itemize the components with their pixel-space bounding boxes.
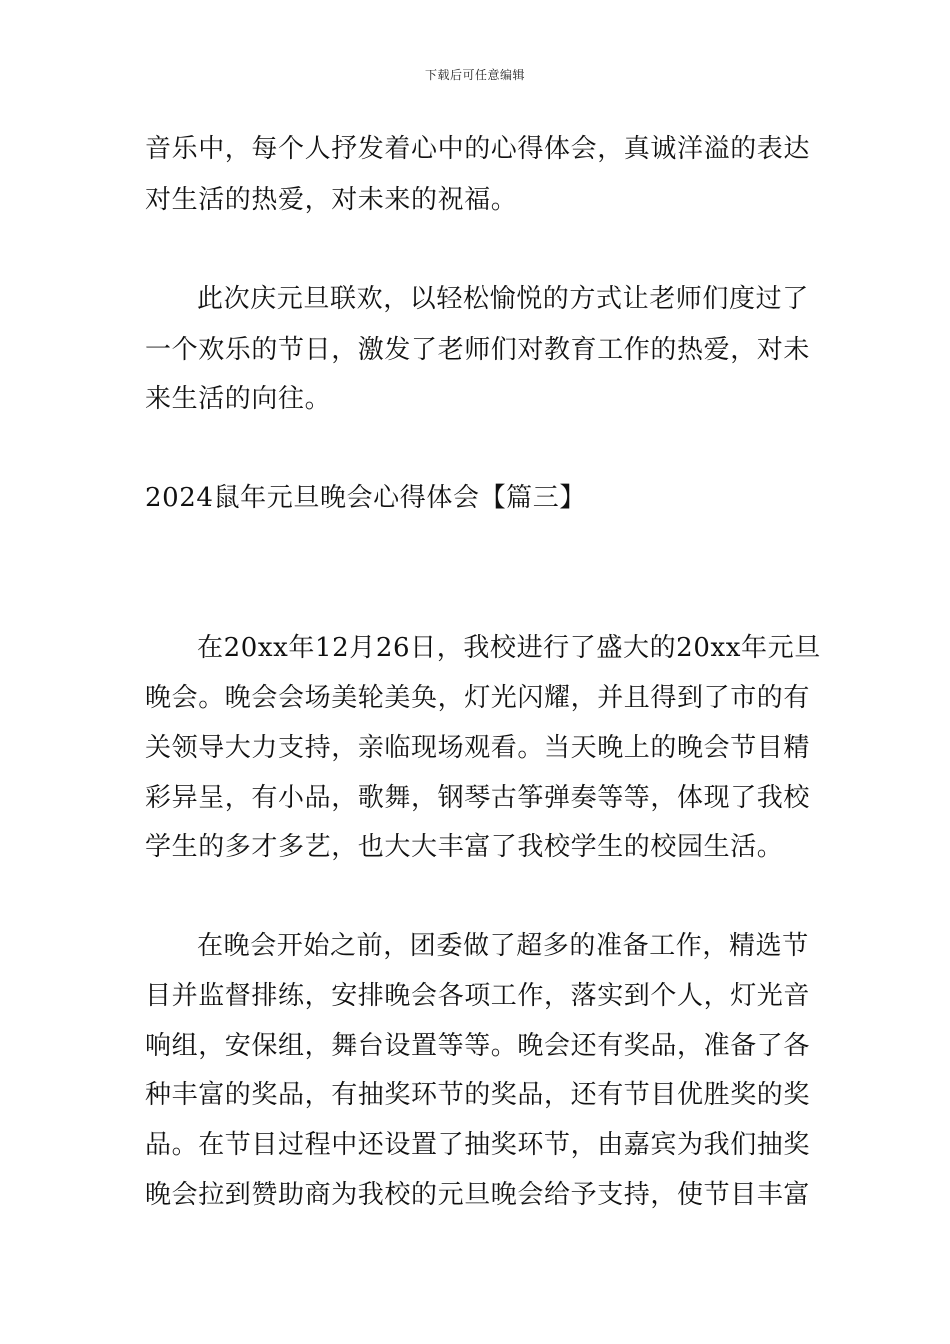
paragraph-line: 品。在节目过程中还设置了抽奖环节，由嘉宾为我们抽奖	[145, 1130, 811, 1160]
paragraph-line: 来生活的向往。	[145, 384, 332, 414]
paragraph-line: 响组，安保组，舞台设置等等。晚会还有奖品，准备了各	[145, 1031, 811, 1061]
page-header: 下载后可任意编辑	[424, 68, 525, 82]
paragraph-line: 此次庆元旦联欢，以轻松愉悦的方式让老师们度过了	[197, 284, 809, 314]
paragraph-line: 在晚会开始之前，团委做了超多的准备工作，精选节	[197, 931, 809, 961]
paragraph-line: 在20xx年12月26日，我校进行了盛大的20xx年元旦	[197, 633, 821, 663]
paragraph-line: 学生的多才多艺，也大大丰富了我校学生的校园生活。	[145, 832, 784, 862]
paragraph-line: 音乐中，每个人抒发着心中的心得体会，真诚洋溢的表达	[145, 134, 811, 164]
paragraph-line: 晚会拉到赞助商为我校的元旦晚会给予支持，使节目丰富	[145, 1180, 811, 1210]
paragraph-line: 目并监督排练，安排晚会各项工作，落实到个人，灯光音	[145, 981, 811, 1011]
section-heading: 2024鼠年元旦晚会心得体会【篇三】	[145, 483, 586, 513]
paragraph-line: 对生活的热爱，对未来的祝福。	[145, 185, 518, 215]
paragraph-line: 彩异呈，有小品，歌舞，钢琴古筝弹奏等等，体现了我校	[145, 783, 811, 813]
paragraph-line: 晚会。晚会会场美轮美奂，灯光闪耀，并且得到了市的有	[145, 683, 811, 713]
paragraph-line: 种丰富的奖品，有抽奖环节的奖品，还有节目优胜奖的奖	[145, 1080, 811, 1110]
paragraph-line: 一个欢乐的节日，激发了老师们对教育工作的热爱，对未	[145, 335, 811, 365]
paragraph-line: 关领导大力支持，亲临现场观看。当天晚上的晚会节目精	[145, 733, 811, 763]
